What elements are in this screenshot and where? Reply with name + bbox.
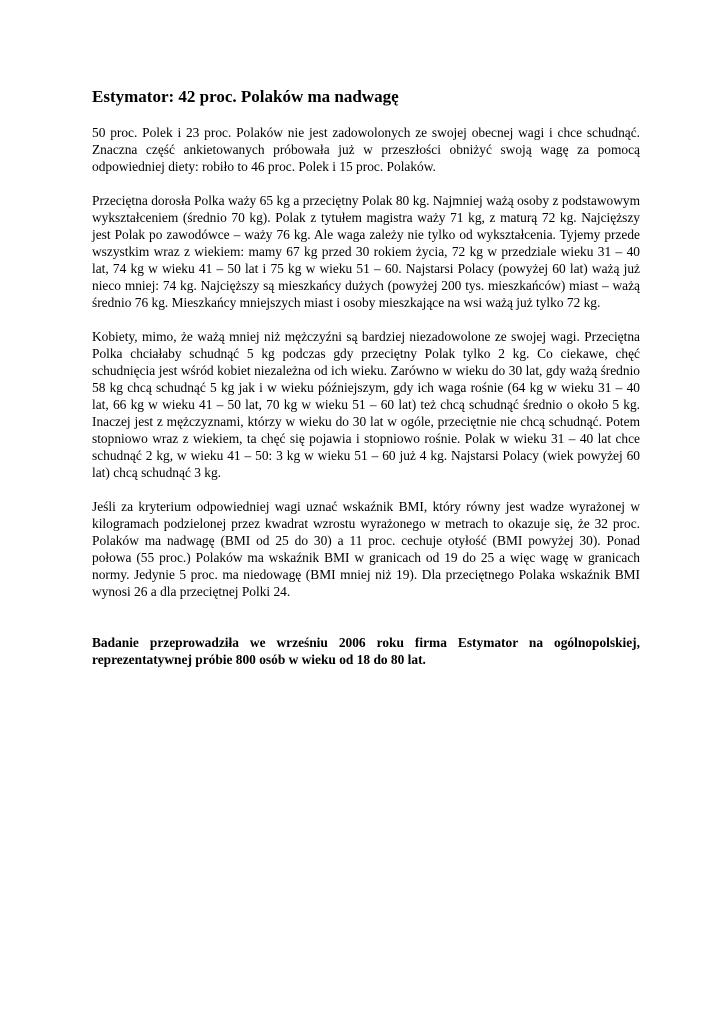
document-body [92,86,640,668]
paragraph-dissatisfaction: 50 proc. Polek i 23 proc. Polaków nie jest zadowolonych ze swojej obecnej wagi i chce schudnąć. Znaczna część ankietowanych próbowała już w przeszłości obniżyć swoją wagę za pomocą odpowiedniej diety: robiło to 46 proc. Polek i 15 proc. Polaków. [92,125,640,174]
page-title: Estymator: 42 proc. Polaków ma nadwagę [92,87,399,106]
paragraph-women-vs-men: Kobiety, mimo, że ważą mniej niż mężczyźni są bardziej niezadowolone ze swojej wagi. Przeciętna Polka chciałaby schudnąć 5 kg podczas gdy przeciętny Polak tylko 2 kg. Co ciekawe, chęć schudnięcia jest wśród kobiet niezależna od ich wieku. Zarówno w wieku do 30 lat, gdy ważą średnio 58 kg chcą schudnąć 5 kg jak i w wieku późniejszym, gdy ich waga rośnie (64 kg w wieku 31 – 40 lat, 66 kg w wieku 41 – 50 lat, 70 kg w wieku 51 – 60 lat) też chcą schudnąć średnio o około 5 kg. Inaczej jest z mężczyznami, którzy w wieku do 30 lat w ogóle, przeciętnie nie chcą schudnąć. Potem stopniowo wraz z wiekiem, ta chęć się pojawia i stopniowo rośnie. Polak w wieku 31 – 40 lat chce schudnąć 2 kg, w wieku 41 – 50: 3 kg w wieku 51 – 60 już 4 kg. Najstarsi Polacy (wiek powyżej 60 lat) chcą schudnąć 3 kg. [92,329,640,480]
survey-note: Badanie przeprowadziła we wrześniu 2006 roku firma Estymator na ogólnopolskiej, reprezentatywnej próbie 800 osób w wieku od 18 do 80 lat. [92,635,640,667]
paragraph-bmi: Jeśli za kryterium odpowiedniej wagi uznać wskaźnik BMI, który równy jest wadze wyrażonej w kilogramach podzielonej przez kwadrat wzrostu wyrażonego w metrach to okazuje się, że 32 proc. Polaków ma nadwagę (BMI od 25 do 30) a 11 proc. cechuje otyłość (BMI powyżej 30). Ponad połowa (55 proc.) Polaków ma wskaźnik BMI w granicach od 19 do 25 a więc wagę w granicach normy. Jedynie 5 proc. ma niedowagę (BMI mniej niż 19). Dla przeciętnego Polaka wskaźnik BMI wynosi 26 a dla przeciętnej Polki 24. [92,499,640,599]
paragraph-average-weight: Przeciętna dorosła Polka waży 65 kg a przeciętny Polak 80 kg. Najmniej ważą osoby z podstawowym wykształceniem (średnio 70 kg). Polak z tytułem magistra waży 71 kg, z maturą 72 kg. Najcięższy jest Polak po zawodówce – waży 76 kg. Ale waga zależy nie tylko od wykształcenia. Tyjemy przede wszystkim wraz z wiekiem: mamy 67 kg przed 30 rokiem życia, 72 kg w przedziale wieku 31 – 40 lat, 74 kg w wieku 41 – 50 lat i 75 kg w wieku 51 – 60. Najstarsi Polacy (powyżej 60 lat) ważą już nieco mniej: 74 kg. Najcięższy są mieszkańcy dużych (powyżej 200 tys. mieszkańców) miast – ważą średnio 76 kg. Mieszkańcy mniejszych miast i osoby mieszkające na wsi ważą już tylko 72 kg. [92,193,640,310]
